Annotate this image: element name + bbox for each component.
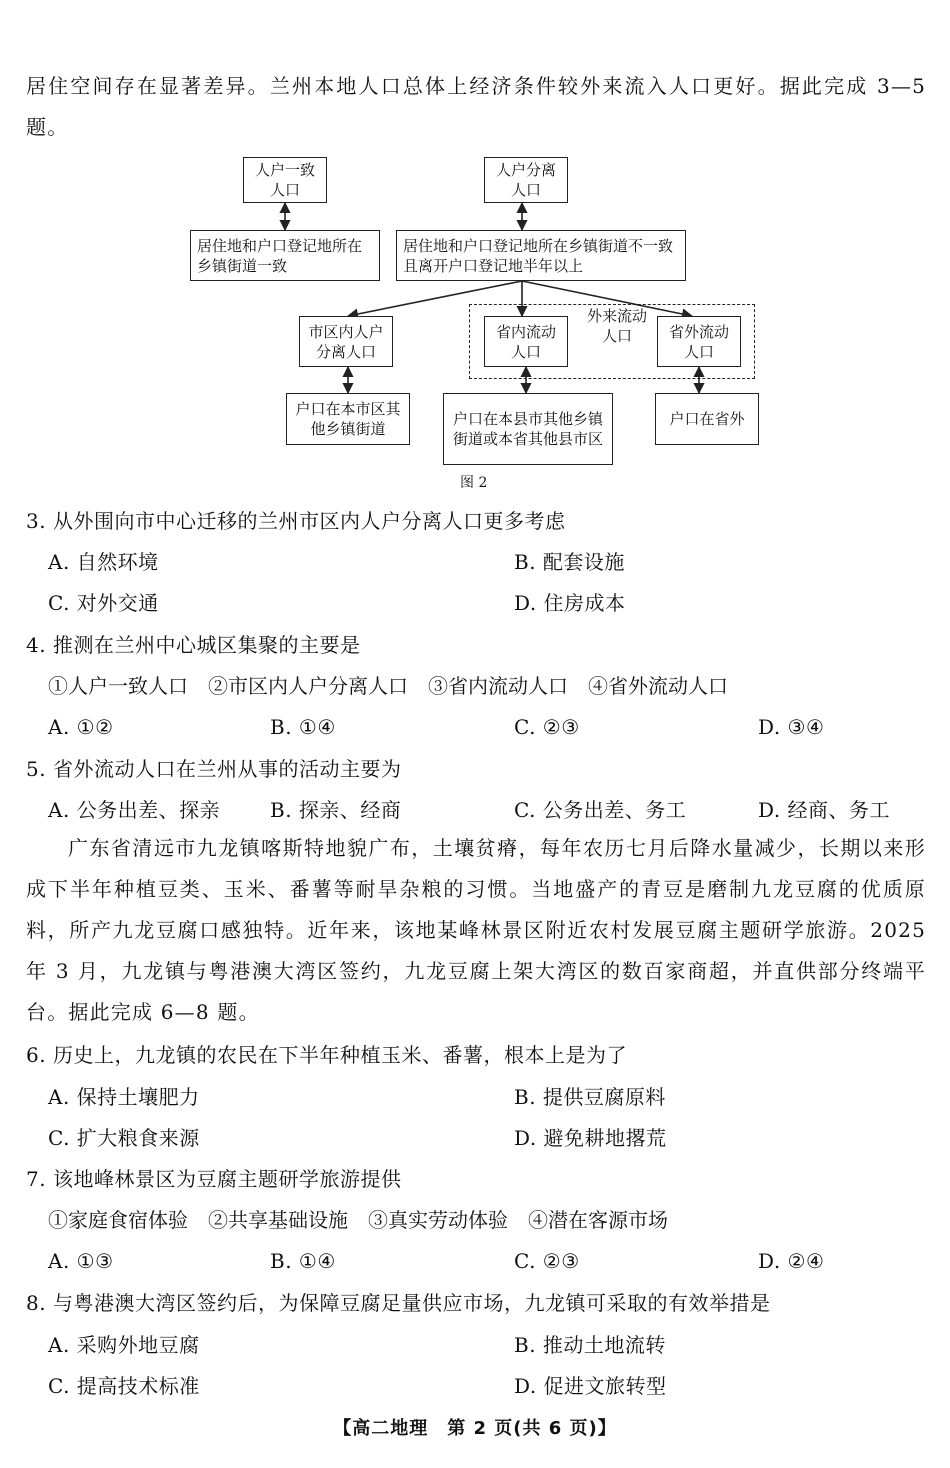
q7-option-a[interactable]: A. ①③ xyxy=(48,1249,114,1273)
q7-item-4: ④潜在客源市场 xyxy=(528,1208,668,1232)
box-hukou-city: 户口在本市区其他乡镇街道 xyxy=(286,393,410,445)
q3-option-d[interactable]: D. 住房成本 xyxy=(514,591,626,615)
q4-stem: 4. 推测在兰州中心城区集聚的主要是 xyxy=(26,633,361,657)
q4-item-4: ④省外流动人口 xyxy=(588,674,728,698)
box-hukou-county: 户口在本县市其他乡镇街道或本省其他县市区 xyxy=(443,393,613,465)
q7-option-d[interactable]: D. ②④ xyxy=(758,1249,825,1273)
q8-option-b[interactable]: B. 推动土地流转 xyxy=(514,1333,666,1357)
q5-option-d[interactable]: D. 经商、务工 xyxy=(758,798,891,822)
box-different-location: 居住地和户口登记地所在乡镇街道不一致且离开户口登记地半年以上 xyxy=(396,230,686,281)
q3-stem: 3. 从外围向市中心迁移的兰州市区内人户分离人口更多考虑 xyxy=(26,509,566,533)
q8-option-c[interactable]: C. 提高技术标准 xyxy=(48,1374,200,1398)
q6-option-d[interactable]: D. 避免耕地撂荒 xyxy=(514,1126,667,1150)
q4-item-2: ②市区内人户分离人口 xyxy=(208,674,408,698)
q3-option-b[interactable]: B. 配套设施 xyxy=(514,550,625,574)
q4-option-a[interactable]: A. ①② xyxy=(48,715,114,739)
q6-stem: 6. 历史上，九龙镇的农民在下半年种植玉米、番薯，根本上是为了 xyxy=(26,1043,627,1067)
q4-option-d[interactable]: D. ③④ xyxy=(758,715,825,739)
q6-option-a[interactable]: A. 保持土壤肥力 xyxy=(48,1085,200,1109)
label-migrant-pop: 外来流动人口 xyxy=(586,307,647,345)
box-city-separate: 市区内人户分离人口 xyxy=(299,316,393,367)
q5-option-b[interactable]: B. 探亲、经商 xyxy=(270,798,402,822)
box-out-province: 省外流动人口 xyxy=(657,316,741,367)
q5-stem: 5. 省外流动人口在兰州从事的活动主要为 xyxy=(26,757,402,781)
q7-items xyxy=(48,1205,668,1235)
q5-option-a[interactable]: A. 公务出差、探亲 xyxy=(48,798,221,822)
q4-option-b[interactable]: B. ①④ xyxy=(270,715,336,739)
q7-stem: 7. 该地峰林景区为豆腐主题研学旅游提供 xyxy=(26,1167,402,1191)
page-footer: 【高二地理 第 2 页(共 6 页)】 xyxy=(333,1418,617,1439)
q3-option-a[interactable]: A. 自然环境 xyxy=(48,550,159,574)
q4-items xyxy=(48,671,728,701)
box-hukou-outside: 户口在省外 xyxy=(655,393,759,445)
q7-option-c[interactable]: C. ②③ xyxy=(514,1249,580,1273)
box-in-province: 省内流动人口 xyxy=(484,316,568,367)
q7-item-3: ③真实劳动体验 xyxy=(368,1208,508,1232)
q4-item-1: ①人户一致人口 xyxy=(48,674,188,698)
q6-option-c[interactable]: C. 扩大粮食来源 xyxy=(48,1126,200,1150)
q7-item-2: ②共享基础设施 xyxy=(208,1208,348,1232)
q8-stem: 8. 与粤港澳大湾区签约后，为保障豆腐足量供应市场，九龙镇可采取的有效举措是 xyxy=(26,1291,771,1315)
q4-item-3: ③省内流动人口 xyxy=(428,674,568,698)
q5-option-c[interactable]: C. 公务出差、务工 xyxy=(514,798,687,822)
q4-option-c[interactable]: C. ②③ xyxy=(514,715,580,739)
q8-option-d[interactable]: D. 促进文旅转型 xyxy=(514,1374,667,1398)
q7-item-1: ①家庭食宿体验 xyxy=(48,1208,188,1232)
q7-option-b[interactable]: B. ①④ xyxy=(270,1249,336,1273)
q3-option-c[interactable]: C. 对外交通 xyxy=(48,591,159,615)
intro-paragraph: 居住空间存在显著差异。兰州本地人口总体上经济条件较外来流入人口更好。据此完成 3—5 题。 xyxy=(26,74,926,139)
q6-option-b[interactable]: B. 提供豆腐原料 xyxy=(514,1085,666,1109)
figure-caption: 图 2 xyxy=(460,475,488,491)
box-same-location: 居住地和户口登记地所在乡镇街道一致 xyxy=(190,230,380,281)
box-separate-pop: 人户分离人口 xyxy=(484,157,568,203)
box-consistent-pop: 人户一致人口 xyxy=(243,157,327,203)
q8-option-a[interactable]: A. 采购外地豆腐 xyxy=(48,1333,200,1357)
passage-2: 广东省清远市九龙镇喀斯特地貌广布，土壤贫瘠，每年农历七月后降水量减少，长期以来形成下半年种植豆类、玉米、番薯等耐旱杂粮的习惯。当地盛产的青豆是磨制九龙豆腐的优质原料，所产九龙豆腐口感独特。近年来，该地某峰林景区附近农村发展豆腐主题研学旅游。2025 年 3 月，九龙镇与粤港澳大湾区签约，九龙豆腐上架大湾区的数百家商超，并直供部分终端平台。据此完成 6—8 题。 xyxy=(26,836,926,1024)
